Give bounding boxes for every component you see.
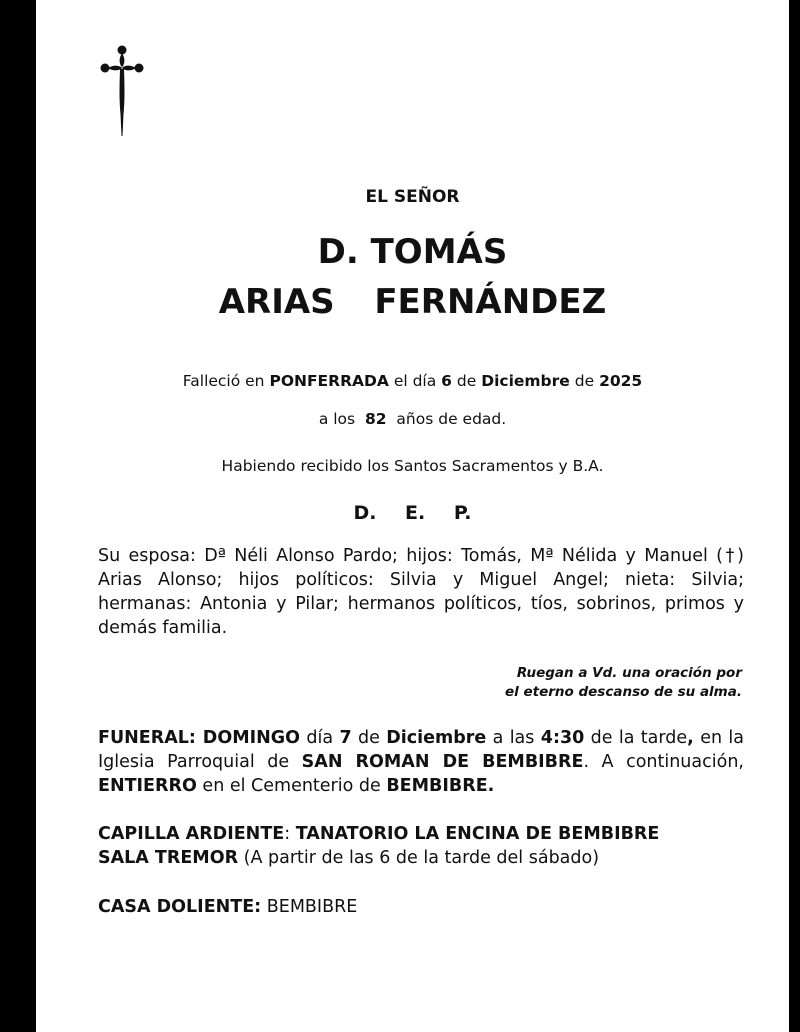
honorific: EL SEÑOR — [365, 187, 460, 207]
funeral-paragraph — [98, 726, 744, 798]
chapel-label: CAPILLA ARDIENTE — [98, 824, 285, 844]
funeral-t6: . A continuación, — [583, 752, 744, 772]
funeral-time: 4:30 — [540, 728, 585, 748]
dep-abbreviation: D. E. P. — [353, 502, 472, 524]
mourning-house — [98, 895, 357, 919]
obituary-page — [36, 0, 789, 1032]
age-line — [36, 410, 789, 428]
death-day: 6 — [441, 372, 452, 390]
funeral-t1: día — [306, 728, 334, 748]
funeral-month: Diciembre — [386, 728, 487, 748]
chapel-note: (A partir de las 6 de la tarde del sábado) — [243, 848, 600, 868]
house-label: CASA DOLIENTE: — [98, 897, 262, 917]
age-years: 82 — [364, 410, 387, 428]
death-of1: de — [456, 372, 477, 390]
chapel-place: TANATORIO LA ENCINA DE BEMBIBRE — [295, 824, 660, 844]
burial-label: ENTIERRO — [98, 776, 197, 796]
death-day-label: el día — [393, 372, 437, 390]
death-month: Diciembre — [481, 372, 570, 390]
funeral-day: 7 — [339, 728, 352, 748]
chapel-info — [98, 822, 659, 870]
santiago-cross-icon — [100, 44, 144, 138]
prayer-line1: Ruegan a Vd. una oración por — [516, 665, 742, 681]
funeral-t7: en el Cementerio de — [202, 776, 381, 796]
age-suffix: años de edad. — [396, 410, 507, 428]
death-of2: de — [574, 372, 595, 390]
house-value: BEMBIBRE — [266, 897, 358, 917]
deceased-name-line2: ARIAS FERNÁNDEZ — [218, 282, 607, 322]
chapel-line2 — [98, 846, 659, 870]
death-year: 2025 — [599, 372, 643, 390]
chapel-colon: : — [284, 824, 291, 844]
sacraments-line: Habiendo recibido los Santos Sacramentos y B.A. — [221, 457, 604, 475]
cemetery-name: BEMBIBRE. — [386, 776, 495, 796]
funeral-label: FUNERAL: DOMINGO — [98, 728, 301, 748]
funeral-t5: en la Iglesia Parroquial de — [98, 728, 744, 772]
deceased-name-line1: D. TOMÁS — [317, 232, 508, 272]
death-place: PONFERRADA — [269, 372, 389, 390]
funeral-t2: de — [358, 728, 380, 748]
funeral-t3: a las — [492, 728, 535, 748]
chapel-line1 — [98, 822, 659, 846]
death-prefix: Falleció en — [182, 372, 265, 390]
funeral-t4: de la tarde — [590, 728, 688, 748]
prayer-request — [505, 664, 742, 702]
funeral-church: SAN ROMAN DE BEMBIBRE — [301, 752, 584, 772]
death-line — [36, 372, 789, 390]
prayer-line2: el eterno descanso de su alma. — [505, 684, 742, 700]
funeral-comma: , — [687, 728, 694, 748]
family-paragraph: Su esposa: Dª Néli Alonso Pardo; hijos: Tomás, Mª Nélida y Manuel (†) Arias Alonso; hijos políticos: Silvia y Miguel Angel; nieta: Silvia; hermanas: Antonia y Pilar; hermanos políticos, tíos, sobrinos, primos y demás familia. — [98, 546, 744, 638]
age-prefix: a los — [318, 410, 356, 428]
chapel-room: SALA TREMOR — [98, 848, 239, 868]
